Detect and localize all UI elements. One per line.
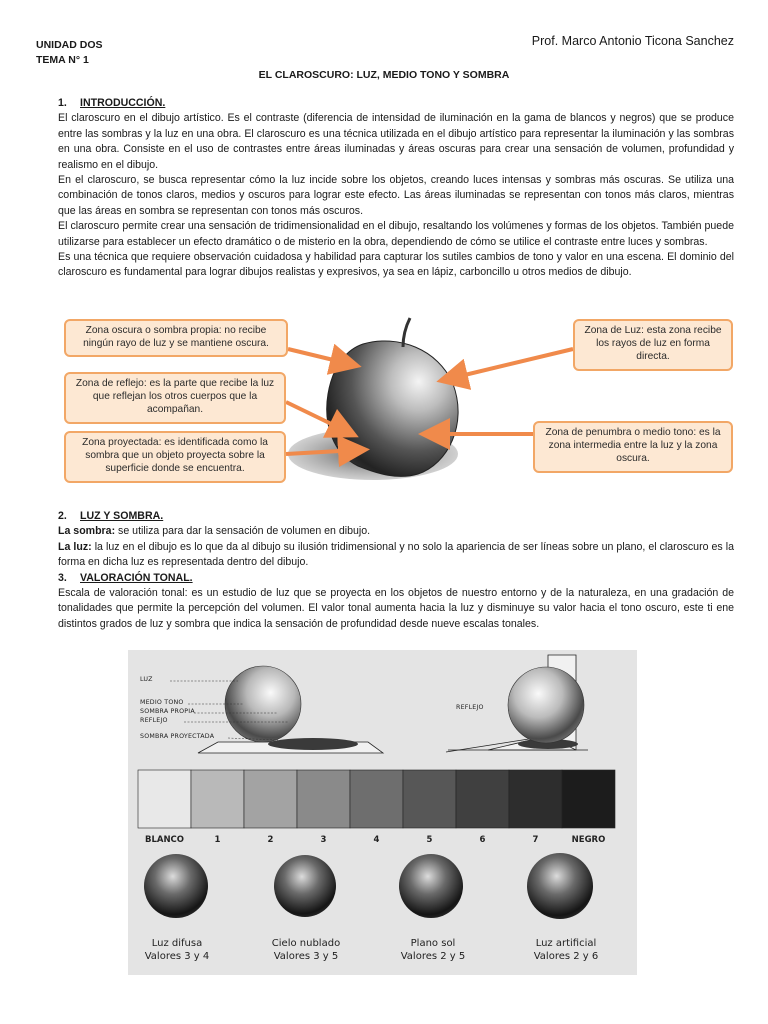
shadow-term: La sombra:: [58, 525, 116, 538]
tonal-swatch: [403, 770, 456, 828]
tonal-swatch: [297, 770, 350, 828]
label-half-tone: MEDIO TONO: [140, 699, 184, 706]
callout-reflex-zone: Zona de reflejo: es la parte que recibe la luz que reflejan los otros cuerpos que la acompañan.: [64, 372, 286, 424]
tonal-definition: Escala de valoración tonal: es un estudio de luz que se proyecta en los objetos de nuestro entorno y de la naturaleza, en una gradación de tonalidades que permite la percepción del volumen. El valor tonal aumenta hacia la luz y disminuye su valor hacia el tono oscuro, este ti ene distintos grados de luz y sombra que indica la sensación de profundidad desde nueve escalas tonales.: [58, 587, 734, 630]
scale-label: 6: [479, 835, 486, 845]
section-title: INTRODUCCIÓN.: [80, 97, 166, 109]
caption-name: Luz difusa: [151, 938, 203, 949]
document-title: EL CLAROSCURO: LUZ, MEDIO TONO Y SOMBRA: [258, 69, 510, 81]
label-light: LUZ: [140, 676, 153, 683]
callout-light-zone: Zona de Luz: esta zona recibe los rayos de luz en forma directa.: [573, 319, 733, 371]
scale-label: 2: [267, 835, 274, 845]
tonal-illustration: [128, 650, 637, 975]
cast-shadow-left: [268, 738, 358, 750]
section-heading: [58, 509, 734, 524]
tonal-swatch: [350, 770, 403, 828]
light-text: la luz en el dibujo es lo que da al dibujo su ilusión tridimensional y no solo la apariencia de ser líneas sobre un plano, el claroscuro es la forma en dicha luz es representada dentro del dibujo.: [58, 540, 735, 569]
section-title: VALORACIÓN TONAL.: [80, 571, 193, 584]
tonal-scale-figure: [128, 650, 637, 975]
author-name: Prof. Marco Antonio Ticona Sanchez: [531, 34, 734, 48]
scale-label: 1: [214, 835, 221, 845]
light-shadow-section: [58, 509, 734, 632]
callout-dark-zone: Zona oscura o sombra propia: no recibe ningún rayo de luz y se mantiene oscura.: [64, 319, 288, 357]
apple-stem: [403, 318, 410, 347]
scale-label: 7: [532, 835, 539, 845]
caption-values: Valores 2 y 5: [400, 951, 466, 962]
tonal-swatch: [456, 770, 509, 828]
label-own-shadow: SOMBRA PROPIA: [140, 708, 195, 715]
shadow-text: se utiliza para dar la sensación de volumen en dibujo.: [115, 525, 371, 538]
sphere-plain-sun: [399, 854, 463, 918]
scale-label: BLANCO: [144, 835, 185, 845]
tonal-swatch: [191, 770, 244, 828]
caption-name: Luz artificial: [535, 938, 597, 949]
section-heading: [58, 96, 734, 111]
tonal-swatch: [244, 770, 297, 828]
callout-penumbra-zone: Zona de penumbra o medio tono: es la zona intermedia entre la luz y la zona oscura.: [533, 421, 733, 473]
sphere-diffuse: [144, 854, 208, 918]
arrow-light-zone: [448, 349, 573, 379]
light-definition: [58, 540, 734, 571]
caption-plain-sun: [378, 937, 488, 963]
tonal-swatch: [138, 770, 191, 828]
section-heading: [58, 571, 734, 586]
shadow-definition: [58, 524, 734, 539]
intro-paragraph: El claroscuro permite crear una sensación de tridimensionalidad en el dibujo, resaltando los volúmenes y formas de los objetos. También puede utilizarse para establecer un efecto dramático o de misterio en la obra, dependiendo de cómo se utilice el contraste entre luces y sombras.: [58, 220, 734, 248]
callout-projected-zone: Zona proyectada: es identificada como la sombra que un objeto proyecta sobre la superficie donde se encuentra.: [64, 431, 286, 483]
tonal-swatch: [509, 770, 562, 828]
intro-paragraph: Es una técnica que requiere observación cuidadosa y habilidad para capturar los sutiles cambios de tono y valor en una escena. El dominio del claroscuro es fundamental para lograr dibujos realistas y expresivos, ya sea en lápiz, carboncillo u otros medios de dibujo.: [58, 251, 734, 279]
unit-header: [36, 38, 103, 68]
arrow-dark-zone: [288, 349, 350, 364]
caption-values: Valores 3 y 5: [273, 951, 339, 962]
section-title: LUZ Y SOMBRA.: [80, 510, 164, 522]
tonal-scale: [138, 770, 615, 828]
apple-chiaroscuro-figure: [58, 314, 734, 497]
scale-label: 3: [320, 835, 327, 845]
scale-label: 5: [426, 835, 433, 845]
caption-cloudy: [251, 937, 361, 963]
sphere-right: [508, 667, 584, 743]
caption-values: Valores 3 y 4: [144, 951, 210, 962]
intro-paragraph: El claroscuro en el dibujo artístico. Es el contraste (diferencia de intensidad de iluminación en la gama de blancos y negros) que se produce entre las sombras y la luz en una obra. El claroscuro es una técnica utilizada en el dibujo artístico para representar la iluminación y las sombras en una obra. Consiste en el uso de contrastes entre áreas iluminadas y áreas oscuras para crear una sensación de volumen, profundidad y realismo en el dibujo.: [58, 112, 734, 171]
section-number: 2.: [58, 510, 67, 522]
sphere-artificial: [527, 853, 593, 919]
scale-label: 4: [373, 835, 380, 845]
intro-section: [58, 96, 734, 281]
section-number: 3.: [58, 571, 67, 584]
light-term: La luz:: [58, 540, 92, 553]
caption-diffuse: [128, 937, 232, 963]
label-reflex-right: REFLEJO: [456, 704, 484, 711]
scale-label: NEGRO: [571, 835, 606, 845]
caption-name: Cielo nublado: [271, 938, 341, 949]
topic-label: TEMA N° 1: [36, 54, 89, 66]
caption-artificial: [511, 937, 621, 963]
intro-paragraph: En el claroscuro, se busca representar cómo la luz incide sobre los objetos, creando luces intensas y sombras más oscuras. Se utiliza una combinación de tonos claros, medios y oscuros para lograr este efecto. Las áreas iluminadas se representan con tonos más claros, mientras que las áreas en sombra se representan con tonos más oscuros.: [58, 174, 734, 217]
sphere-cloudy: [274, 855, 336, 917]
label-reflex: REFLEJO: [140, 717, 168, 724]
caption-name: Plano sol: [410, 938, 456, 949]
sphere-left: [225, 666, 301, 742]
unit-label: UNIDAD DOS: [36, 39, 103, 51]
label-cast-shadow: SOMBRA PROYECTADA: [140, 733, 215, 740]
caption-values: Valores 2 y 6: [533, 951, 599, 962]
section-number: 1.: [58, 97, 67, 109]
tonal-swatch: [562, 770, 615, 828]
